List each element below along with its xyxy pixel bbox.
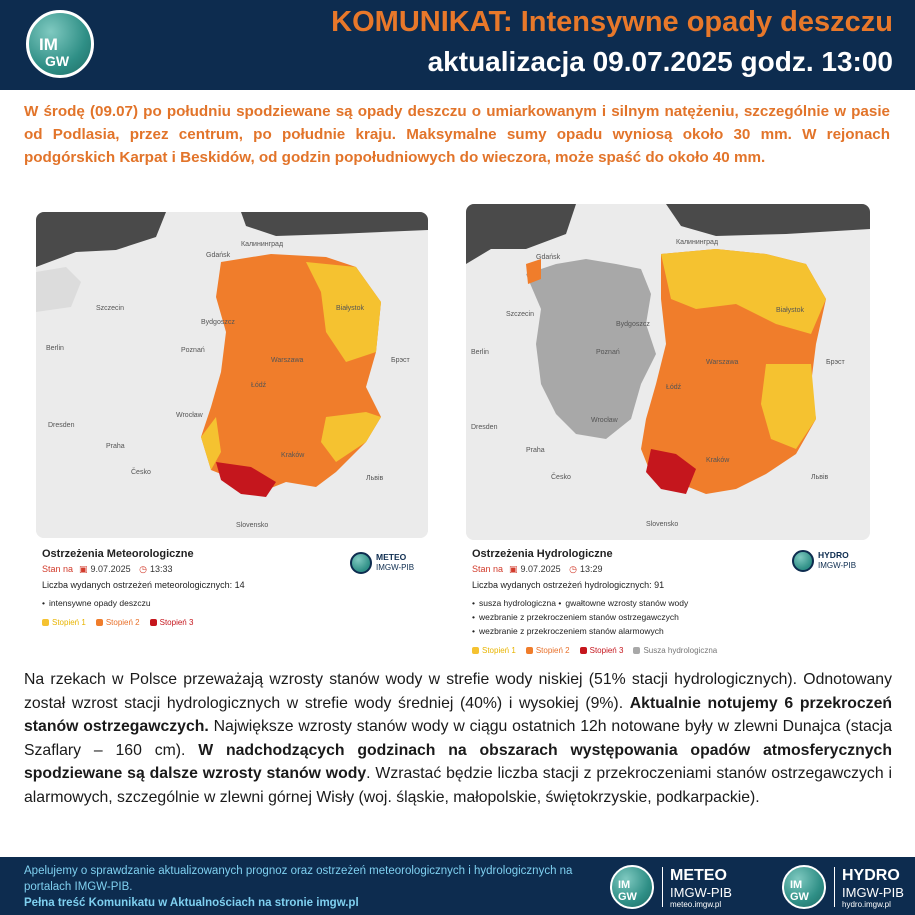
map-label-slovensko: Slovensko (646, 521, 679, 528)
map-label-berlin: Berlin (471, 349, 489, 356)
meteo-mini-logo-t1: METEO (376, 552, 407, 562)
map-label-berlin: Berlin (46, 345, 64, 352)
hydro-portal-logo[interactable] (782, 863, 915, 909)
bullet-icon: • (472, 598, 475, 608)
map-label-bialystok: Białystok (336, 305, 365, 312)
level-2-label: Stopień 2 (105, 618, 140, 627)
level-3-swatch (150, 619, 157, 626)
body-bold-2: W nadchodzących godzinach na obszarach występowania opadów atmosferycznych spodziewane są dalsze wzrosty stanów wody (24, 741, 892, 782)
meteo-item-label: intensywne opady deszczu (48, 598, 151, 608)
level-3-legend (150, 618, 194, 627)
map-label-szczecin: Szczecin (96, 305, 125, 312)
map-label-bialystok: Białystok (776, 307, 805, 314)
map-label-lodz: Łódź (251, 382, 267, 389)
level-3-label: Stopień 3 (589, 646, 624, 655)
map-label-warszawa: Warszawa (706, 359, 739, 366)
logo-text: IM GW (790, 879, 809, 903)
bullet-icon: • (42, 598, 45, 608)
hydro-item-label: gwałtowne wzrosty stanów wody (565, 598, 689, 608)
header-bar (0, 0, 915, 90)
map-label-cesko: Česko (131, 469, 151, 476)
hydro-warnings-card (466, 204, 870, 670)
level-1-label: Stopień 1 (52, 618, 86, 627)
logo-text: IM GW (618, 879, 637, 903)
intro-paragraph: W środę (09.07) po południu spodziewane są opady deszczu o umiarkowanym i silnym natężeniu, szczególnie w pasie od Podlasia, przez centrum, po południe kraju. Maksymalne sumy opadu wyniosą około 30 mm. W rejonach podgórskich Karpat i Beskidów, od godzin popołudniowych do wieczora, może spaść do około 40 mm. (24, 103, 890, 166)
imgw-logo-icon (610, 865, 654, 909)
map-label-poznan: Poznań (181, 347, 205, 354)
hydro-logo-title: HYDRO (842, 867, 900, 884)
meteo-mini-logo (350, 550, 420, 576)
list-item (472, 624, 864, 638)
level-1-swatch (472, 647, 479, 654)
level-3-swatch (580, 647, 587, 654)
map-label-poznan: Poznań (596, 349, 620, 356)
hydro-legend-title: Ostrzeżenia Hydrologiczne (472, 548, 613, 560)
calendar-icon: ▣ (509, 564, 518, 574)
level-2-legend (526, 646, 570, 655)
map-label-kaliningrad: Калининград (676, 239, 719, 246)
meteo-url[interactable]: meteo.imgw.pl (670, 900, 722, 909)
hydro-time: 13:29 (579, 564, 603, 574)
meteo-time: 13:33 (149, 564, 173, 574)
map-label-dresden: Dresden (48, 422, 75, 429)
meteo-warnings-map[interactable] (36, 212, 428, 538)
hydro-item-label: susza hydrologiczna (478, 598, 556, 608)
map-label-bydgoszcz: Bydgoszcz (616, 321, 650, 328)
body-text-1: Na rzekach w Polsce przeważają wzrosty stanów wody w strefie wody niskiej (51% stacji hydrologicznych). Odnotowany został wzrost stacji hydrologicznych w strefie wody średniej (40%) i wysokiej (9%). (24, 671, 892, 712)
map-label-warszawa: Warszawa (271, 357, 304, 364)
hydro-warnings-map[interactable] (466, 204, 870, 540)
map-label-lviv: Львів (811, 474, 829, 481)
hydro-mini-logo (792, 548, 862, 574)
bullet-icon: • (472, 626, 475, 636)
imgw-logo (26, 10, 94, 78)
map-label-szczecin: Szczecin (506, 311, 535, 318)
map-label-wroclaw: Wrocław (591, 417, 618, 424)
footer-bar (0, 857, 915, 915)
hydro-stan-label: Stan na (472, 564, 504, 574)
list-item (472, 596, 864, 610)
map-label-wroclaw: Wrocław (176, 412, 203, 419)
hydro-count: Liczba wydanych ostrzeżeń hydrologicznych: 91 (472, 580, 665, 590)
title-prefix: KOMUNIKAT: (331, 6, 513, 38)
meteo-portal-logo[interactable] (610, 863, 750, 909)
body-text-2: Największe wzrosty stanów wody w ciągu ostatnich 12h notowane były w zlewni Dunajca (stacja Szaflary – 160 cm). (24, 718, 892, 759)
list-item (472, 610, 864, 624)
map-label-gdansk: Gdańsk (536, 254, 561, 261)
map-label-dresden: Dresden (471, 424, 498, 431)
clock-icon: ◷ (569, 564, 577, 574)
level-2-label: Stopień 2 (535, 646, 570, 655)
level-3-legend (580, 646, 624, 655)
level-2-legend (96, 618, 140, 627)
level-1-label: Stopień 1 (482, 646, 516, 655)
map-label-krakow: Kraków (281, 452, 305, 459)
meteo-stan-label: Stan na (42, 564, 74, 574)
logo-text-top: IM (39, 35, 58, 54)
map-label-slovensko: Slovensko (236, 522, 269, 529)
meteo-count: Liczba wydanych ostrzeżeń meteorologicznych: 14 (42, 580, 245, 590)
drought-legend (633, 646, 717, 655)
hydro-item-label: wezbranie z przekroczeniem stanów ostrzegawczych (478, 612, 679, 622)
hydro-mini-logo-t2: IMGW-PIB (818, 561, 857, 570)
clock-icon: ◷ (139, 564, 147, 574)
level-1-legend (472, 646, 516, 655)
map-label-cesko: Česko (551, 474, 571, 481)
map-label-lviv: Львів (366, 475, 384, 482)
hydro-mini-logo-t1: HYDRO (818, 550, 849, 560)
title-rest: Intensywne opady deszczu (512, 6, 893, 38)
map-label-brest: Брэст (826, 359, 845, 366)
meteo-list (42, 596, 422, 610)
imgw-logo-icon (792, 550, 814, 572)
footer-link-text[interactable]: Pełna treść Komunikatu w Aktualnościach na stronie imgw.pl (24, 897, 359, 909)
meteo-legend-title: Ostrzeżenia Meteorologiczne (42, 548, 194, 560)
level-2-swatch (96, 619, 103, 626)
bullet-icon: • (472, 612, 475, 622)
footer-appeal: Apelujemy o sprawdzanie aktualizowanych prognoz oraz ostrzeżeń meteorologicznych i hydrologicznych na portalach IMGW-PIB. (24, 865, 573, 893)
calendar-icon: ▣ (79, 564, 88, 574)
hydro-date: 9.07.2025 (520, 564, 561, 574)
map-label-brest: Брэст (391, 357, 410, 364)
meteo-levels (42, 618, 422, 627)
page-title (331, 6, 893, 39)
list-item (42, 596, 422, 610)
update-subtitle: aktualizacja 09.07.2025 godz. 13:00 (427, 46, 893, 77)
map-label-praha: Praha (526, 447, 545, 454)
hydro-url[interactable]: hydro.imgw.pl (842, 900, 891, 909)
meteo-logo-subtitle: IMGW-PIB (670, 885, 732, 900)
drought-swatch (633, 647, 640, 654)
level-1-swatch (42, 619, 49, 626)
level-2-swatch (526, 647, 533, 654)
meteo-date: 9.07.2025 (90, 564, 131, 574)
map-label-kaliningrad: Калининград (241, 241, 284, 248)
body-text-3: . Wzrastać będzie liczba stacji z przekroczeniami stanów ostrzegawczych i alarmowych, szczególnie w zlewni górnej Wisły (woj. śląskie, małopolskie, świętokrzyskie, podkarpackie). (24, 765, 892, 806)
level-3-label: Stopień 3 (159, 618, 194, 627)
meteo-mini-logo-t2: IMGW-PIB (376, 563, 415, 572)
imgw-logo-icon (782, 865, 826, 909)
body-paragraph (24, 668, 892, 809)
map-label-krakow: Kraków (706, 457, 730, 464)
map-label-bydgoszcz: Bydgoszcz (201, 319, 235, 326)
bullet-icon: • (558, 598, 562, 608)
level-1-legend (42, 618, 86, 627)
hydro-item-label: wezbranie z przekroczeniem stanów alarmowych (478, 626, 664, 636)
map-label-gdansk: Gdańsk (206, 252, 231, 259)
imgw-logo-icon (350, 552, 372, 574)
meteo-logo-title: METEO (670, 867, 727, 884)
map-label-praha: Praha (106, 443, 125, 450)
divider (662, 867, 663, 907)
body-bold-1: Aktualnie notujemy 6 przekroczeń stanów ostrzegawczych. (24, 694, 892, 735)
logo-text-bottom: GW (45, 53, 70, 69)
hydro-logo-subtitle: IMGW-PIB (842, 885, 904, 900)
meteo-warnings-card (36, 212, 428, 632)
hydro-levels (472, 646, 864, 655)
hydro-list (472, 596, 864, 638)
divider (834, 867, 835, 907)
drought-label: Susza hydrologiczna (643, 646, 718, 655)
map-label-lodz: Łódź (666, 384, 682, 391)
